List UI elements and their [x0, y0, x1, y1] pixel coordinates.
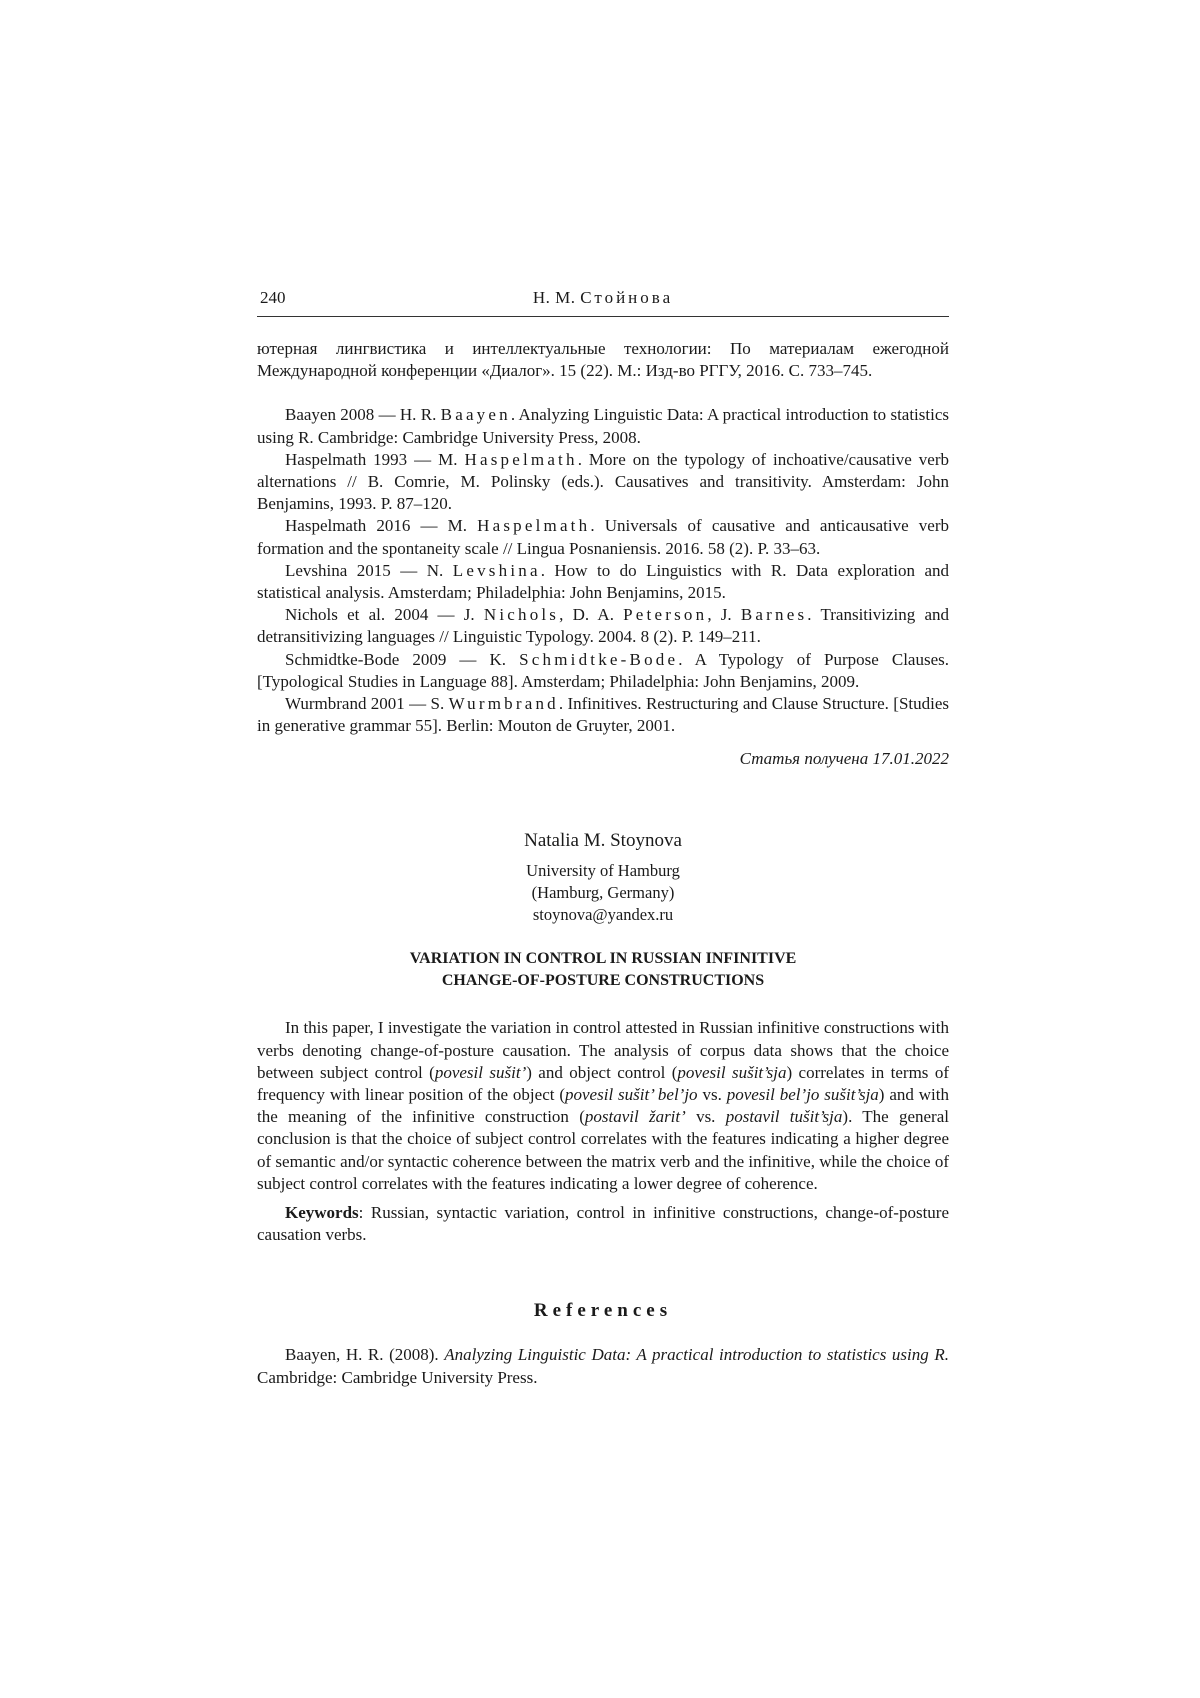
english-author-name: Natalia M. Stoynova: [524, 830, 682, 852]
bibliography-entry: Schmidtke-Bode 2009 — K. Schmidtke-Bode. A Typology of Purpose Clauses. [Typological Studies in Language 88]. Amsterdam; Philadelphia: John Benjamins, 2009.: [257, 649, 949, 691]
running-author: [257, 288, 949, 308]
running-author-surname: Стойнова: [580, 288, 674, 307]
bibliography-entry: Haspelmath 2016 — M. Haspelmath. Universals of causative and anticausative verb formation and the spontaneity scale // Lingua Posnaniensis. 2016. 58 (2). P. 33–63.: [257, 516, 949, 558]
english-abstract: [257, 1017, 949, 1195]
abstract-text: In this paper, I investigate the variation in control attested in Russian infinitive constructions with verbs denoting change-of-posture causation. The analysis of corpus data shows that the choice between subject control (povesil sušit’) and object control (povesil sušit’sja) correlates in terms of frequency with linear position of the object (povesil sušit’ bel’jo vs. povesil bel’jo sušit’sja) and with the meaning of the infinitive construction (postavil žarit’ vs. postavil tušit’sja). The general conclusion is that the choice of subject control correlates with the features indicating a higher degree of semantic and/or syntactic coherence between the matrix verb and the infinitive, while the choice of subject control correlates with the features indicating a lower degree of coherence.: [257, 1018, 950, 1193]
author-email: stoynova@yandex.ru: [532, 905, 674, 925]
keywords-text: : Russian, syntactic variation, control in infinitive constructions, change-of-posture causation verbs.: [257, 1203, 949, 1245]
bibliography-entry: Haspelmath 1993 — M. Haspelmath. More on the typology of inchoative/causative verb alternations // B. Comrie, M. Polinsky (eds.). Causatives and transitivity. Amsterdam: John Benjamins, 1993. P. 87–120.: [257, 449, 949, 514]
running-head: [257, 288, 949, 317]
page-number: 240: [260, 288, 286, 307]
bibliography-list: [257, 404, 949, 737]
page: [257, 288, 949, 1389]
bibliography-continuation: ютерная лингвистика и интеллектуальные технологии: По материалам ежегодной Международной конференции «Диалог». 15 (22). М.: Изд-во РГГУ, 2016. С. 733–745.: [257, 339, 949, 381]
author-location: (Hamburg, Germany): [531, 883, 675, 903]
english-article-title: VARIATION IN CONTROL IN RUSSIAN INFINITIVE CHANGE-OF-POSTURE CONSTRUCTIONS: [409, 950, 797, 989]
reference-entry: Baayen, H. R. (2008). Analyzing Linguistic Data: A practical introduction to statistics using R. Cambridge: Cambridge University Press.: [257, 1345, 949, 1387]
bibliography-entry: Baayen 2008 — H. R. Baayen. Analyzing Linguistic Data: A practical introduction to statistics using R. Cambridge: Cambridge University Press, 2008.: [257, 405, 950, 447]
author-affiliation-block: [257, 860, 949, 926]
bibliography-entry: Nichols et al. 2004 — J. Nichols, D. A. Peterson, J. Barnes. Transitivizing and detransitivizing languages // Linguistic Typology. 2004. 8 (2). P. 149–211.: [257, 605, 949, 647]
received-date: Статья получена 17.01.2022: [739, 749, 949, 769]
running-author-initials: Н. М.: [532, 288, 576, 307]
references-list: [257, 1344, 949, 1388]
keywords-label: Keywords: [285, 1203, 359, 1223]
keywords: [257, 1202, 949, 1246]
bibliography-entry: Wurmbrand 2001 — S. Wurmbrand. Infinitives. Restructuring and Clause Structure. [Studies in generative grammar 55]. Berlin: Mouton de Gruyter, 2001.: [257, 694, 950, 736]
bibliography-entry: Levshina 2015 — N. Levshina. How to do Linguistics with R. Data exploration and statistical analysis. Amsterdam; Philadelphia: John Benjamins, 2015.: [257, 560, 950, 603]
references-heading: References: [533, 1300, 673, 1322]
author-affiliation: University of Hamburg: [526, 861, 680, 881]
